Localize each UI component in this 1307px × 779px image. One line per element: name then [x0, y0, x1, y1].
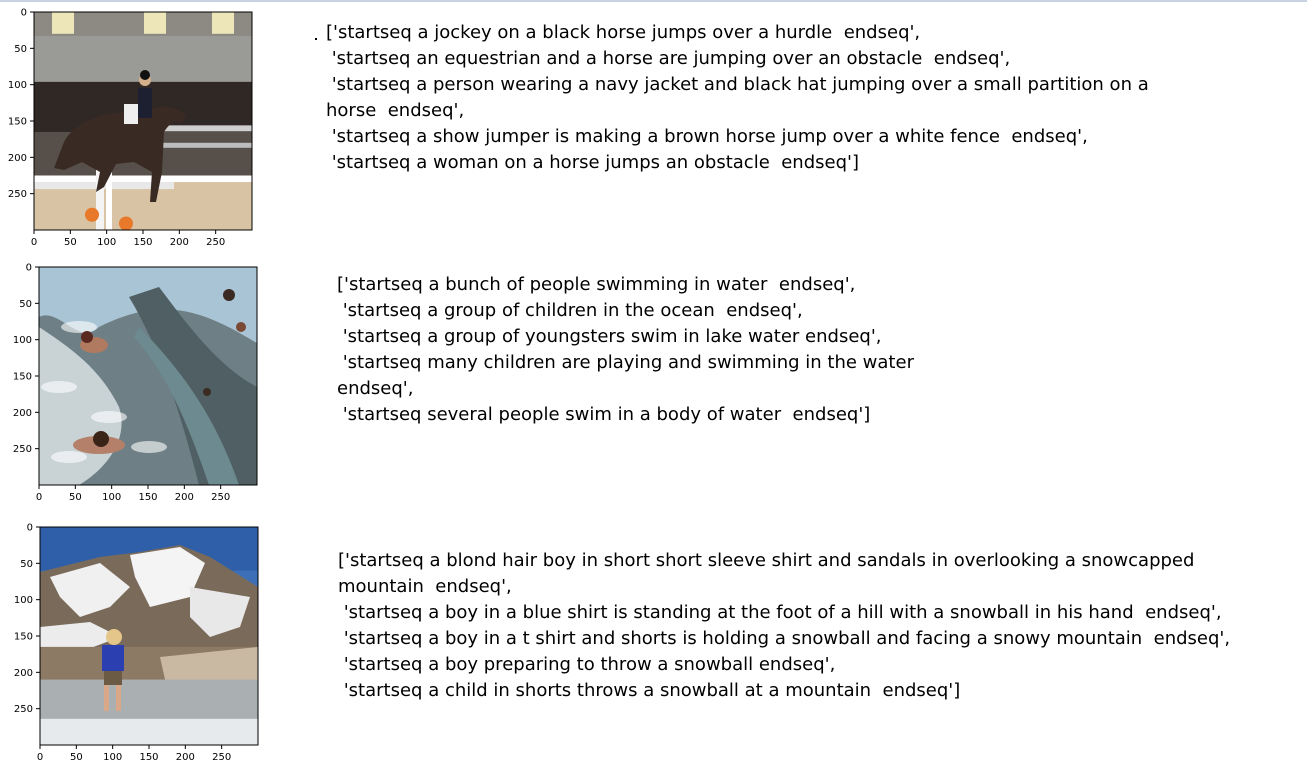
y-tick-label: 0: [20, 7, 27, 19]
y-tick-label: 50: [19, 298, 32, 310]
caption-line: 'startseq a person wearing a navy jacket and black hat jumping over a small partition on a: [326, 74, 1149, 95]
x-tick-label: 150: [133, 237, 153, 248]
x-tick-label: 100: [103, 752, 123, 763]
caption-line: ['startseq a blond hair boy in short short sleeve shirt and sandals in overlooking a snowcapped: [338, 550, 1195, 571]
y-tick-label: 200: [12, 407, 32, 419]
caption-line: horse endseq',: [326, 100, 465, 121]
x-tick-label: 0: [36, 752, 44, 763]
caption-line: ['startseq a jockey on a black horse jumps over a hurdle endseq',: [326, 22, 921, 43]
y-tick-label: 200: [7, 152, 27, 164]
x-tick-label: 50: [63, 237, 77, 248]
caption-line: 'startseq a boy preparing to throw a snowball endseq',: [338, 654, 836, 675]
caption-line: 'startseq a group of children in the ocean endseq',: [337, 300, 803, 321]
caption-line: ['startseq a bunch of people swimming in water endseq',: [337, 274, 856, 295]
x-tick-label: 250: [206, 237, 226, 248]
y-tick-label: 150: [12, 371, 32, 383]
caption-line: 'startseq a child in shorts throws a snowball at a mountain endseq']: [338, 680, 961, 701]
y-tick-label: 100: [13, 595, 33, 607]
caption-line: 'startseq a boy in a t shirt and shorts is holding a snowball and facing a snowy mountain endseq',: [338, 628, 1231, 649]
y-tick-label: 100: [12, 335, 32, 347]
x-tick-label: 50: [69, 752, 83, 763]
caption-line: 'startseq a group of youngsters swim in lake water endseq',: [337, 326, 882, 347]
x-tick-label: 0: [30, 237, 38, 248]
y-tick-label: 200: [13, 667, 33, 679]
y-tick-label: 100: [7, 80, 27, 92]
caption-line: 'startseq several people swim in a body of water endseq']: [337, 404, 871, 425]
caption-line: 'startseq an equestrian and a horse are jumping over an obstacle endseq',: [326, 48, 1011, 69]
caption-line: endseq',: [337, 378, 414, 399]
y-tick-label: 250: [12, 444, 32, 456]
x-tick-label: 150: [138, 492, 158, 503]
y-tick-label: 150: [7, 116, 27, 128]
x-tick-label: 0: [35, 492, 43, 503]
x-tick-label: 100: [102, 492, 122, 503]
caption-line: 'startseq a show jumper is making a brown horse jump over a white fence endseq',: [326, 126, 1088, 147]
x-tick-label: 200: [175, 752, 195, 763]
caption-list: [338, 548, 1230, 704]
caption-line: 'startseq a boy in a blue shirt is standing at the foot of a hill with a snowball in his hand endseq',: [338, 602, 1222, 623]
caption-line: 'startseq a woman on a horse jumps an obstacle endseq']: [326, 152, 859, 173]
y-tick-label: 250: [13, 704, 33, 716]
y-tick-label: 50: [14, 43, 27, 55]
x-tick-label: 50: [68, 492, 82, 503]
y-tick-label: 0: [26, 522, 33, 534]
x-tick-label: 200: [169, 237, 189, 248]
y-tick-label: 250: [7, 189, 27, 201]
x-tick-label: 250: [212, 752, 232, 763]
x-tick-label: 150: [139, 752, 159, 763]
x-tick-label: 200: [174, 492, 194, 503]
caption-line: 'startseq many children are playing and swimming in the water: [337, 352, 914, 373]
y-tick-label: 0: [25, 262, 32, 274]
x-tick-label: 100: [97, 237, 117, 248]
x-tick-label: 250: [211, 492, 231, 503]
y-tick-label: 50: [20, 558, 33, 570]
y-tick-label: 150: [13, 631, 33, 643]
caption-line: mountain endseq',: [338, 576, 512, 597]
photo-boy-snowy-mountain-icon: [40, 527, 258, 745]
